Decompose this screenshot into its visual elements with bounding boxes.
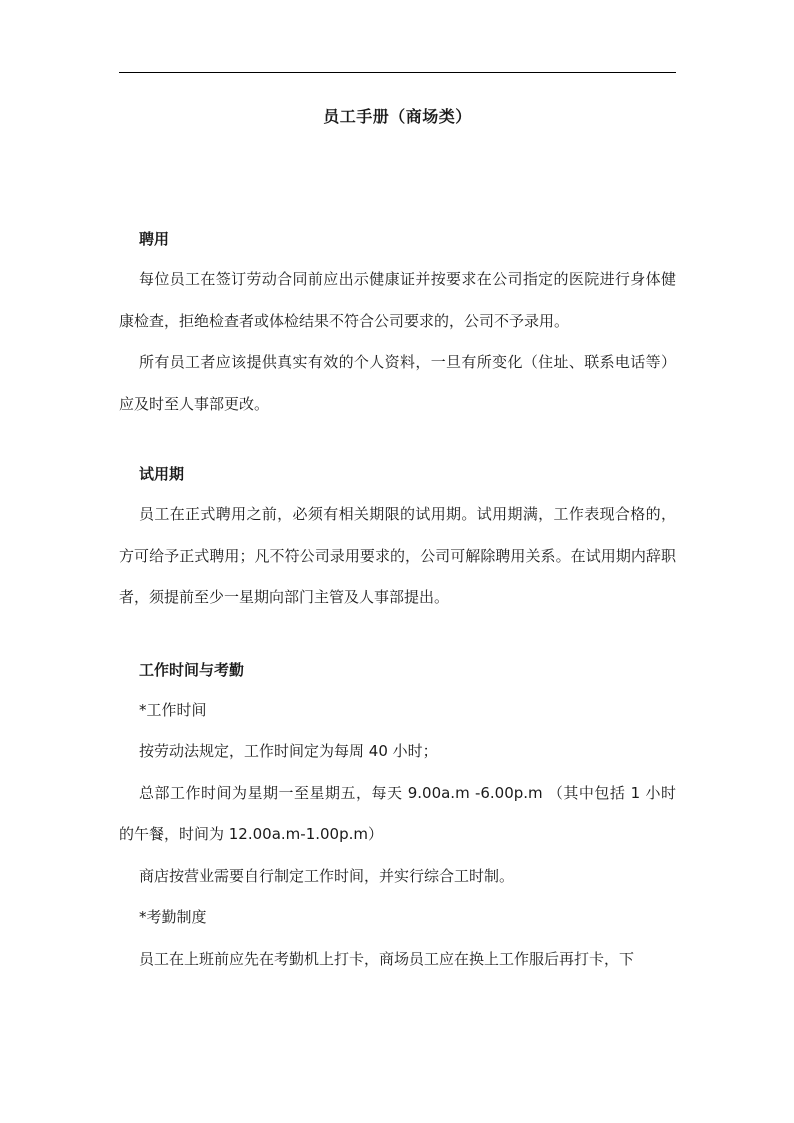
section-spacer — [119, 619, 676, 659]
section-heading-probation: 试用期 — [139, 465, 185, 483]
paragraph: 按劳动法规定，工作时间定为每周 40 小时； — [139, 742, 438, 760]
paragraph: 员工在正式聘用之前，必须有相关期限的试用期。试用期满，工作表现合格的，方可给予正式聘用；凡不符公司录用要求的，公司可解除聘用关系。在试用期内辞职者，须提前至少一星期向部门主管及人事部提出。 — [119, 505, 676, 606]
section-spacer — [119, 425, 676, 463]
paragraph: 每位员工在签订劳动合同前应出示健康证并按要求在公司指定的医院进行身体健康检查，拒绝检查者或体检结果不符合公司要求的，公司不予录用。 — [119, 270, 676, 330]
document-body — [119, 228, 676, 980]
section-work-hours-attendance — [119, 659, 676, 981]
section-heading-work-hours: 工作时间与考勤 — [139, 660, 245, 679]
paragraph: 总部工作时间为星期一至星期五，每天 9.00a.m -6.00p.m （其中包括 1 小时的午餐，时间为 12.00a.m-1.00p.m） — [119, 783, 676, 843]
document-title: 员工手册（商场类） — [323, 107, 472, 126]
paragraph: 商店按营业需要自行制定工作时间，并实行综合工时制。 — [139, 866, 515, 885]
paragraph: 所有员工者应该提供真实有效的个人资料，一旦有所变化（住址、联系电话等）应及时至人事部更改。 — [119, 353, 676, 413]
subheading-work-time: *工作时间 — [139, 700, 207, 719]
section-probation — [119, 463, 676, 619]
section-heading-hiring: 聘用 — [139, 230, 170, 248]
paragraph: 员工在上班前应先在考勤机上打卡，商场员工应在换上工作服后再打卡，下 — [139, 949, 635, 968]
subheading-attendance: *考勤制度 — [139, 908, 207, 926]
section-hiring — [119, 228, 676, 425]
header-rule — [119, 72, 676, 73]
